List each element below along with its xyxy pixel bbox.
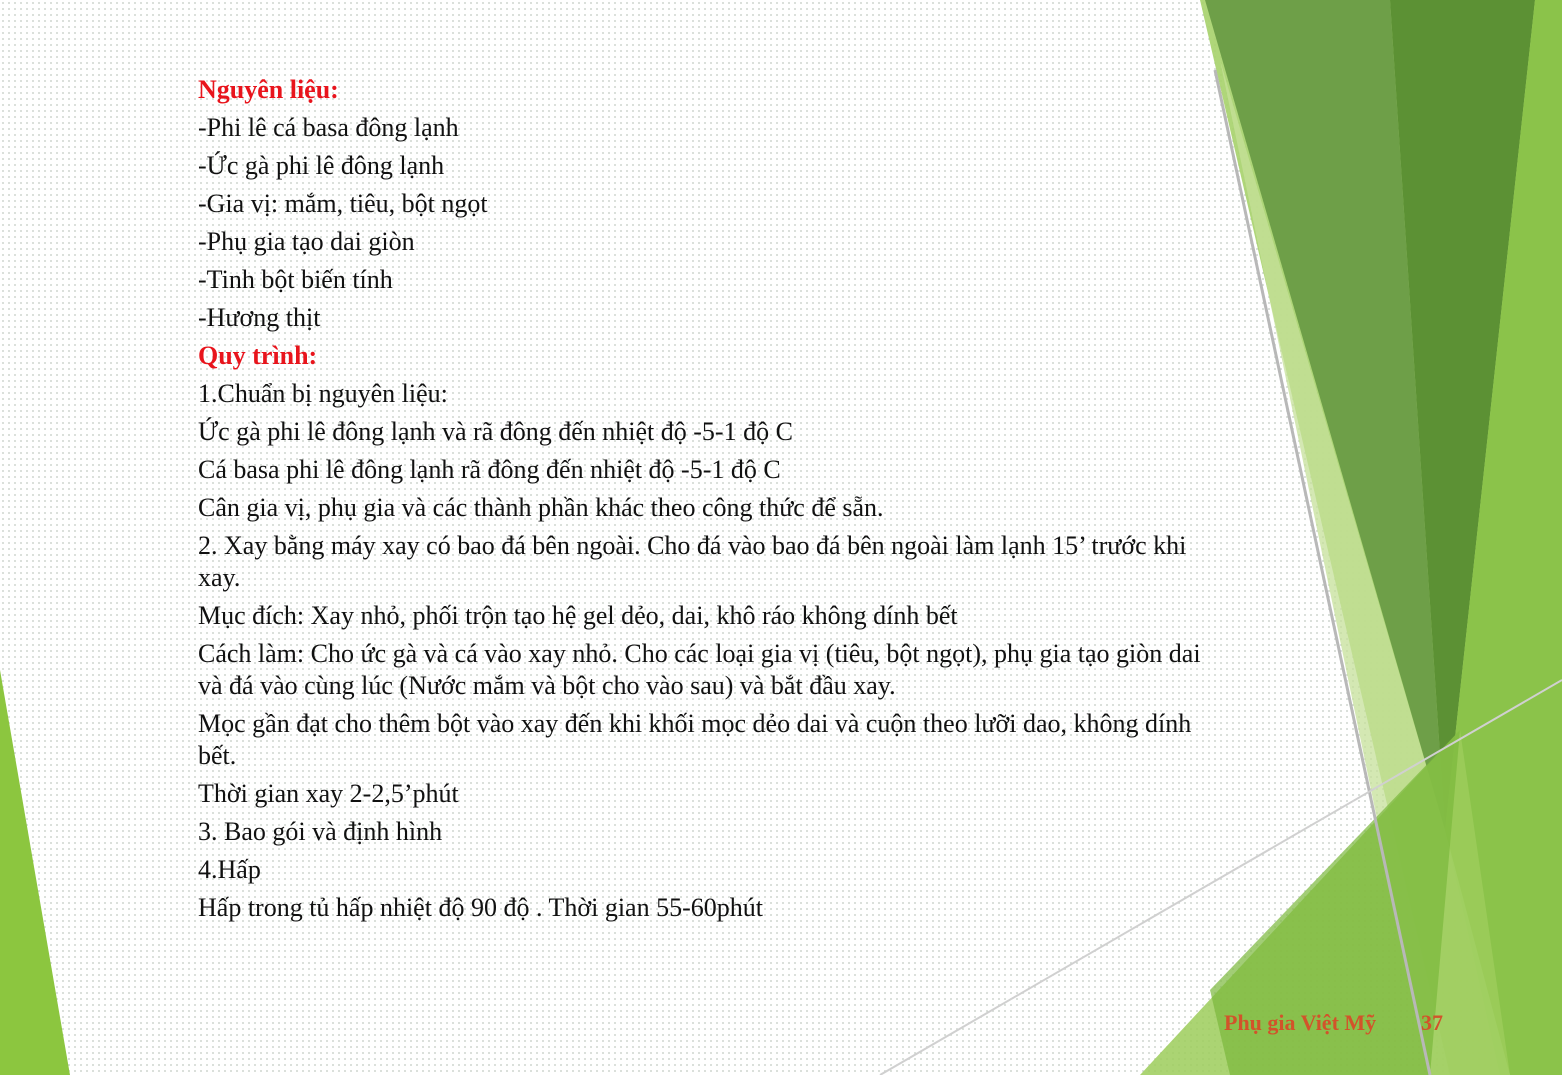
process-step: Thời gian xay 2-2,5’phút — [198, 779, 459, 808]
process-step: 3. Bao gói và định hình — [198, 817, 443, 846]
process-step: Ức gà phi lê đông lạnh và rã đông đến nhiệt độ -5-1 độ C — [198, 417, 793, 446]
process-step: Cá basa phi lê đông lạnh rã đông đến nhiệt độ -5-1 độ C — [198, 455, 781, 484]
slide-content — [198, 74, 1208, 930]
process-step: 4.Hấp — [198, 855, 261, 884]
page-number: 37 — [1421, 1010, 1443, 1035]
process-step: Mục đích: Xay nhỏ, phối trộn tạo hệ gel dẻo, dai, khô ráo không dính bết — [198, 601, 958, 630]
ingredient-item: -Ức gà phi lê đông lạnh — [198, 151, 445, 180]
process-step: Cách làm: Cho ức gà và cá vào xay nhỏ. Cho các loại gia vị (tiêu, bột ngọt), phụ gia tạo giòn dai và đá vào cùng lúc (Nước mắm và bột cho vào sau) và bắt đầu xay. — [198, 639, 1201, 700]
ingredient-item: -Phi lê cá basa đông lạnh — [198, 113, 459, 142]
ingredient-item: -Gia vị: mắm, tiêu, bột ngọt — [198, 189, 488, 218]
heading-process: Quy trình: — [198, 341, 318, 370]
process-step: 2. Xay bằng máy xay có bao đá bên ngoài. Cho đá vào bao đá bên ngoài làm lạnh 15’ trước khi xay. — [198, 531, 1187, 592]
process-step: Mọc gần đạt cho thêm bột vào xay đến khi khối mọc dẻo dai và cuộn theo lưỡi dao, không dính bết. — [198, 709, 1192, 770]
process-step: 1.Chuẩn bị nguyên liệu: — [198, 379, 448, 408]
footer-brand: Phụ gia Việt Mỹ — [1224, 1010, 1377, 1035]
ingredient-item: -Hương thịt — [198, 303, 321, 332]
ingredient-item: -Tinh bột biến tính — [198, 265, 393, 294]
left-green-shape — [0, 670, 70, 1075]
heading-ingredients: Nguyên liệu: — [198, 75, 339, 104]
ingredient-item: -Phụ gia tạo dai giòn — [198, 227, 415, 256]
process-step: Cân gia vị, phụ gia và các thành phần khác theo công thức để sẵn. — [198, 493, 884, 522]
process-step: Hấp trong tủ hấp nhiệt độ 90 độ . Thời gian 55-60phút — [198, 893, 763, 922]
